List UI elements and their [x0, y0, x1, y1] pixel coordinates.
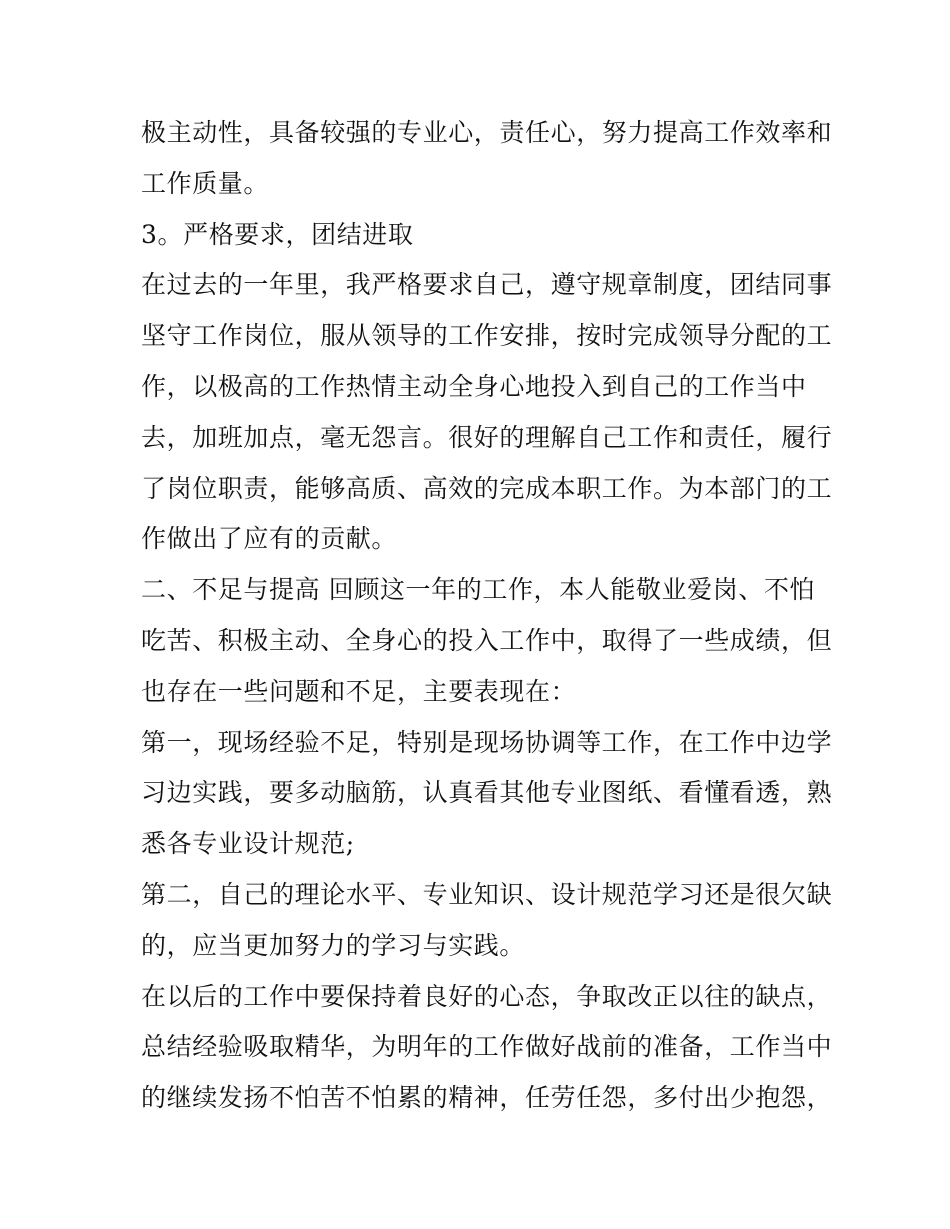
body-text — [141, 108, 833, 1124]
text-line: 总结经验吸取精华，为明年的工作做好战前的准备，工作当中 — [141, 1032, 833, 1062]
text-line: 极主动性，具备较强的专业心，责任心，努力提高工作效率和 — [141, 118, 833, 147]
text-line: 去，加班加点，毫无怨言。很好的理解自己工作和责任，履行 — [141, 422, 833, 452]
text-line: 悉各专业设计规范; — [141, 829, 355, 859]
text-line: 在过去的一年里，我严格要求自己，遵守规章制度，团结同事 — [141, 270, 833, 300]
section-heading: 二、不足与提高 回顾这一年的工作，本人能敬业爱岗、不怕 — [141, 575, 816, 605]
text-line: 也存在一些问题和不足，主要表现在： — [141, 676, 577, 706]
text-line: 第二，自己的理论水平、专业知识、设计规范学习还是很欠缺 — [141, 879, 833, 909]
text-line: 作做出了应有的贡献。 — [141, 524, 398, 554]
text-line: 作，以极高的工作热情主动全身心地投入到自己的工作当中 — [141, 371, 807, 401]
section-heading: 3。严格要求，团结进取 — [141, 219, 414, 249]
text-line: 习边实践，要多动脑筋，认真看其他专业图纸、看懂看透，熟 — [141, 778, 833, 808]
text-line: 的，应当更加努力的学习与实践。 — [141, 930, 526, 960]
text-line: 第一，现场经验不足，特别是现场协调等工作，在工作中边学 — [141, 727, 833, 757]
text-line: 了岗位职责，能够高质、高效的完成本职工作。为本部门的工 — [141, 473, 833, 503]
text-line: 吃苦、积极主动、全身心的投入工作中，取得了一些成绩，但 — [141, 625, 833, 655]
text-line: 的继续发扬不怕苦不怕累的精神，任劳任怨，多付出少抱怨， — [141, 1083, 833, 1113]
text-line: 在以后的工作中要保持着良好的心态，争取改正以往的缺点， — [141, 981, 833, 1011]
text-line: 坚守工作岗位，服从领导的工作安排，按时完成领导分配的工 — [141, 321, 833, 351]
text-line: 工作质量。 — [141, 168, 270, 198]
